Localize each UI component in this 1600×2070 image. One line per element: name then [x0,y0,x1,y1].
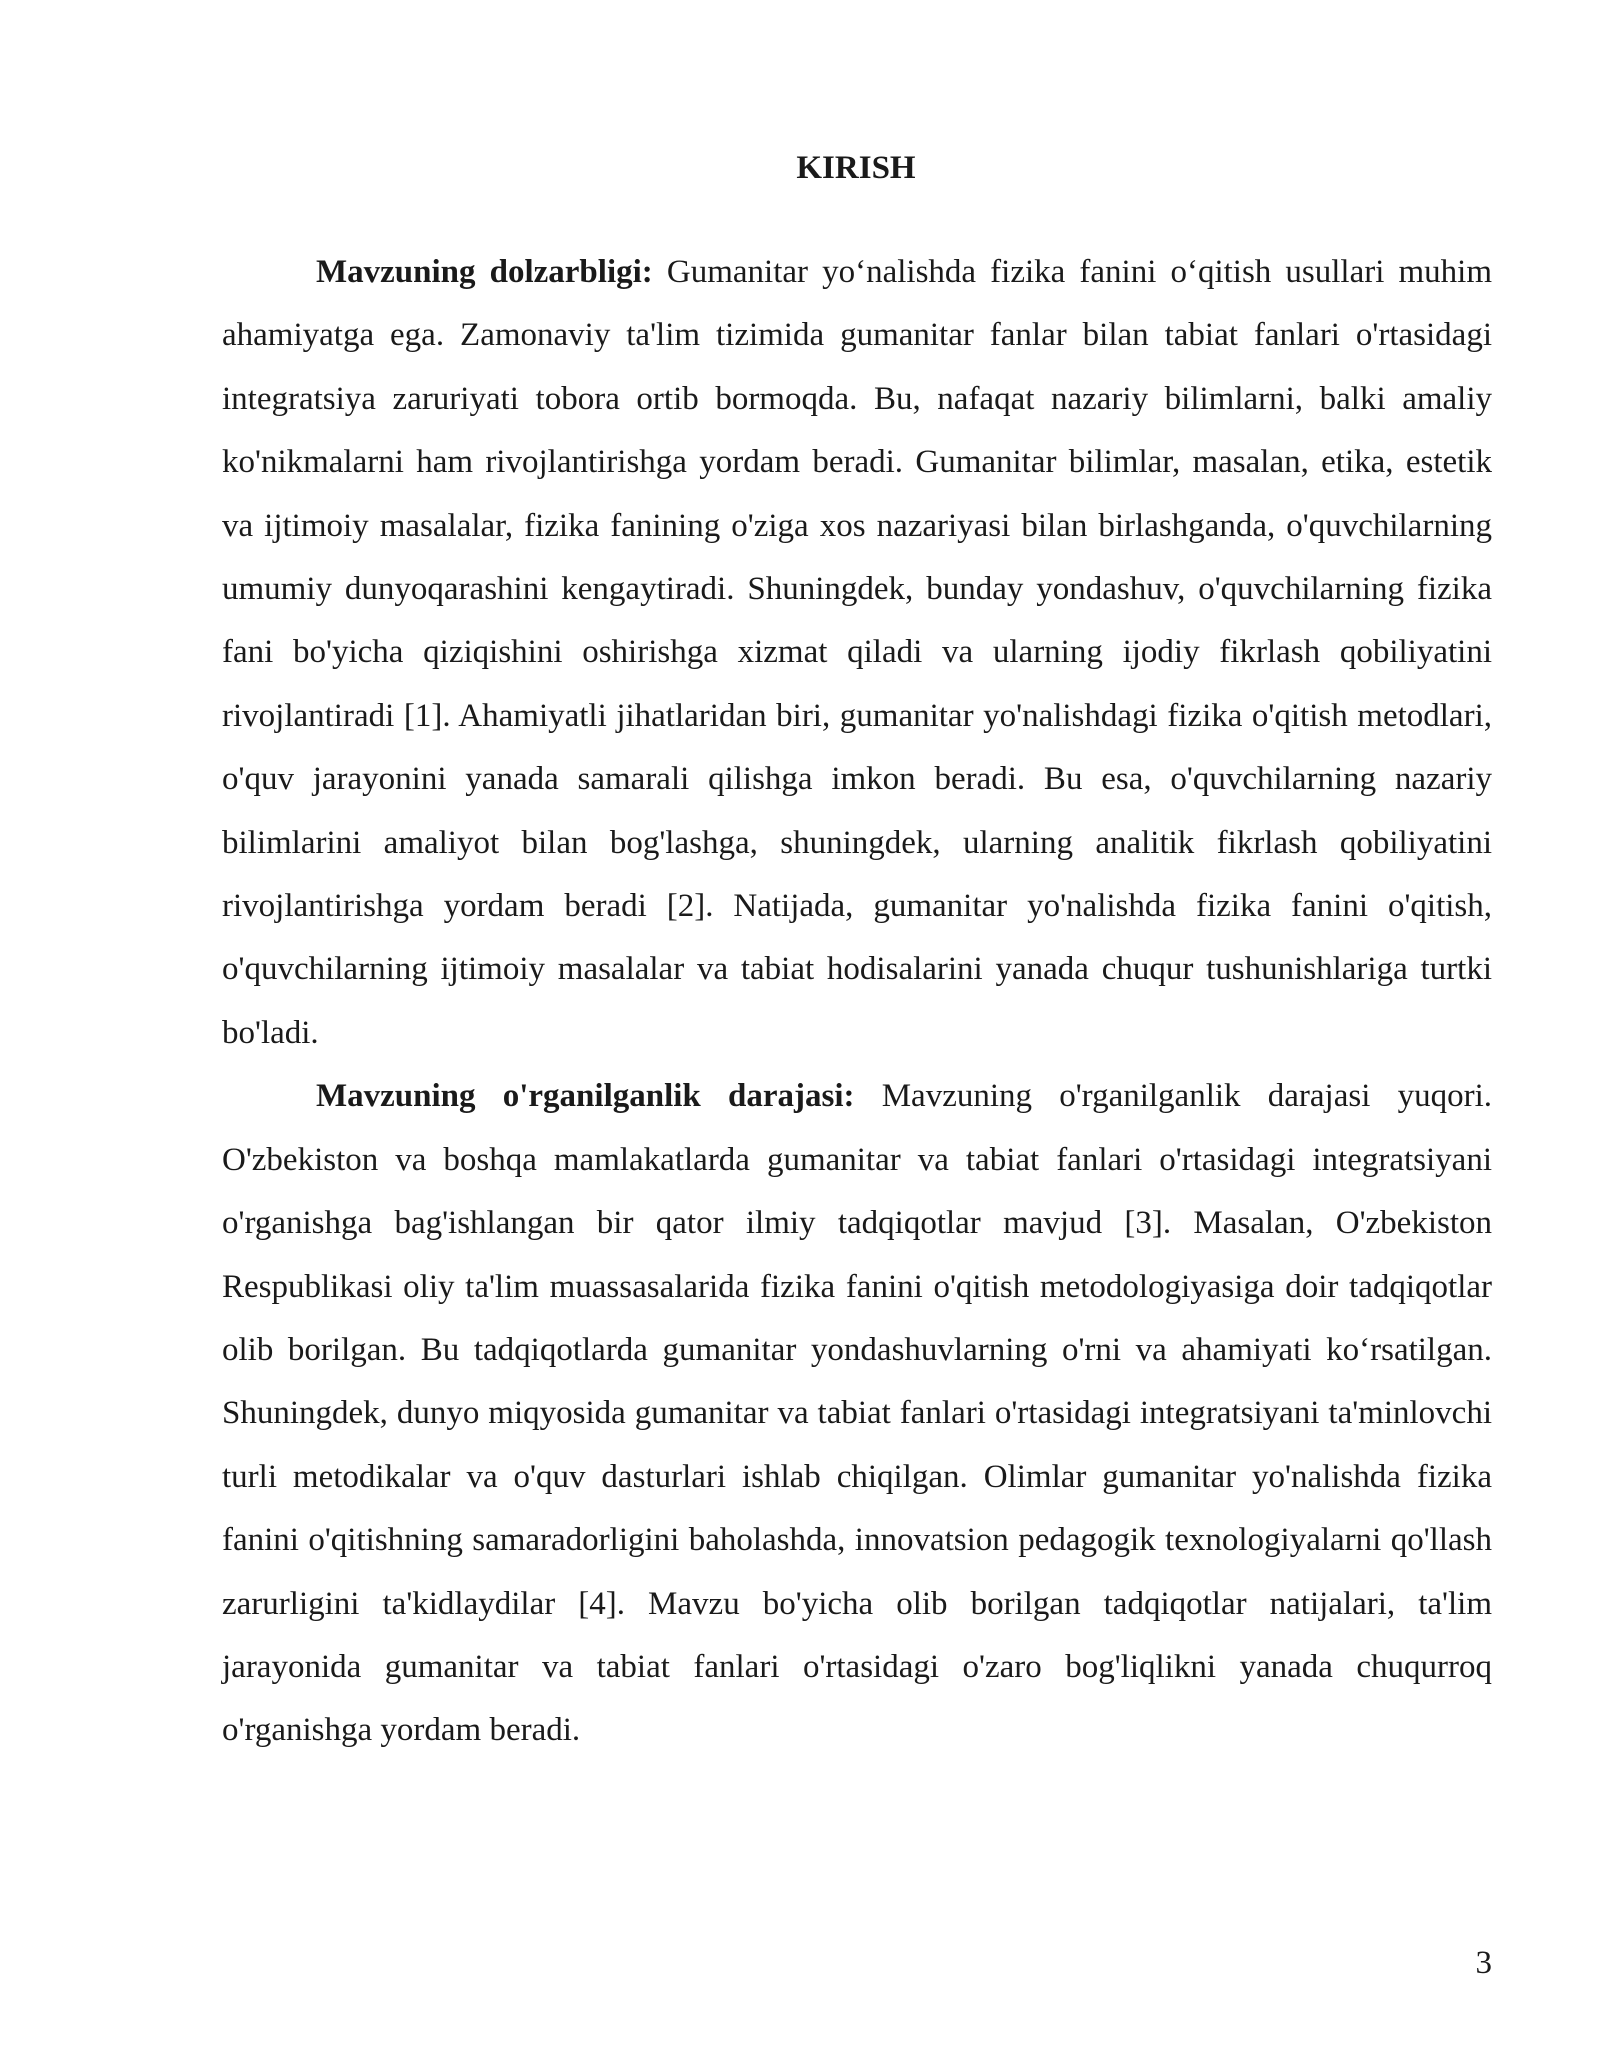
body-text [222,241,1492,1763]
paragraph-lead-relevance: Mavzuning dolzarbligi: [316,254,653,290]
paragraph-text-relevance: Gumanitar yo‘nalishda fizika fanini o‘qitish usullari muhim ahamiyatga ega. Zamonaviy ta'lim tizimida gumanitar fanlar bilan tabiat fanlari o'rtasidagi integratsiya zaruriyati tobora ortib bormoqda. Bu, nafaqat nazariy bilimlarni, balki amaliy ko'nikmalarni ham rivojlantirishga yordam beradi. Gumanitar bilimlar, masalan, etika, estetik va ijtimoiy masalalar, fizika fanining o'ziga xos nazariyasi bilan birlashganda, o'quvchilarning umumiy dunyoqarashini kengaytiradi. Shuningdek, bunday yondashuv, o'quvchilarning fizika fani bo'yicha qiziqishini oshirishga xizmat qiladi va ularning ijodiy fikrlash qobiliyatini rivojlantiradi [1]. Ahamiyatli jihatlaridan biri, gumanitar yo'nalishdagi fizika o'qitish metodlari, o'quv jarayonini yanada samarali qilishga imkon beradi. Bu esa, o'quvchilarning nazariy bilimlarini amaliyot bilan bog'lashga, shuningdek, ularning analitik fikrlash qobiliyatini rivojlantirishga yordam beradi [2]. Natijada, gumanitar yo'nalishda fizika fanini o'qitish, o'quvchilarning ijtimoiy masalalar va tabiat hodisalarini yanada chuqur tushunishlariga turtki bo'ladi. [222,254,1492,1051]
paragraph-lead-study-level: Mavzuning o'rganilganlik darajasi: [316,1078,855,1115]
paragraph-text-study-level: Mavzuning o'rganilganlik darajasi yuqori. O'zbekiston va boshqa mamlakatlarda gumanitar va tabiat fanlari o'rtasidagi integratsiyani o'rganishga bag'ishlangan bir qator ilmiy tadqiqotlar mavjud [3]. Masalan, O'zbekiston Respublikasi oliy ta'lim muassasalarida fizika fanini o'qitish metodologiyasiga doir tadqiqotlar olib borilgan. Bu tadqiqotlarda gumanitar yondashuvlarning o'rni va ahamiyati ko‘rsatilgan. Shuningdek, dunyo miqyosida gumanitar va tabiat fanlari o'rtasidagi integratsiyani ta'minlovchi turli metodikalar va o'quv dasturlari ishlab chiqilgan. Olimlar gumanitar yo'nalishda fizika fanini o'qitishning samaradorligini baholashda, innovatsion pedagogik texnologiyalarni qo'llash zarurligini ta'kidlaydilar [4]. Mavzu bo'yicha olib borilgan tadqiqotlar natijalari, ta'lim jarayonida gumanitar va tabiat fanlari o'rtasidagi o'zaro bog'liqlikni yanada chuqurroq o'rganishga yordam beradi. [222,1078,1492,1749]
section-heading: KIRISH [796,150,916,186]
page-number: 3 [1475,1945,1492,1981]
paragraph-relevance [222,241,1492,1065]
paragraph-study-level [222,1065,1492,1762]
